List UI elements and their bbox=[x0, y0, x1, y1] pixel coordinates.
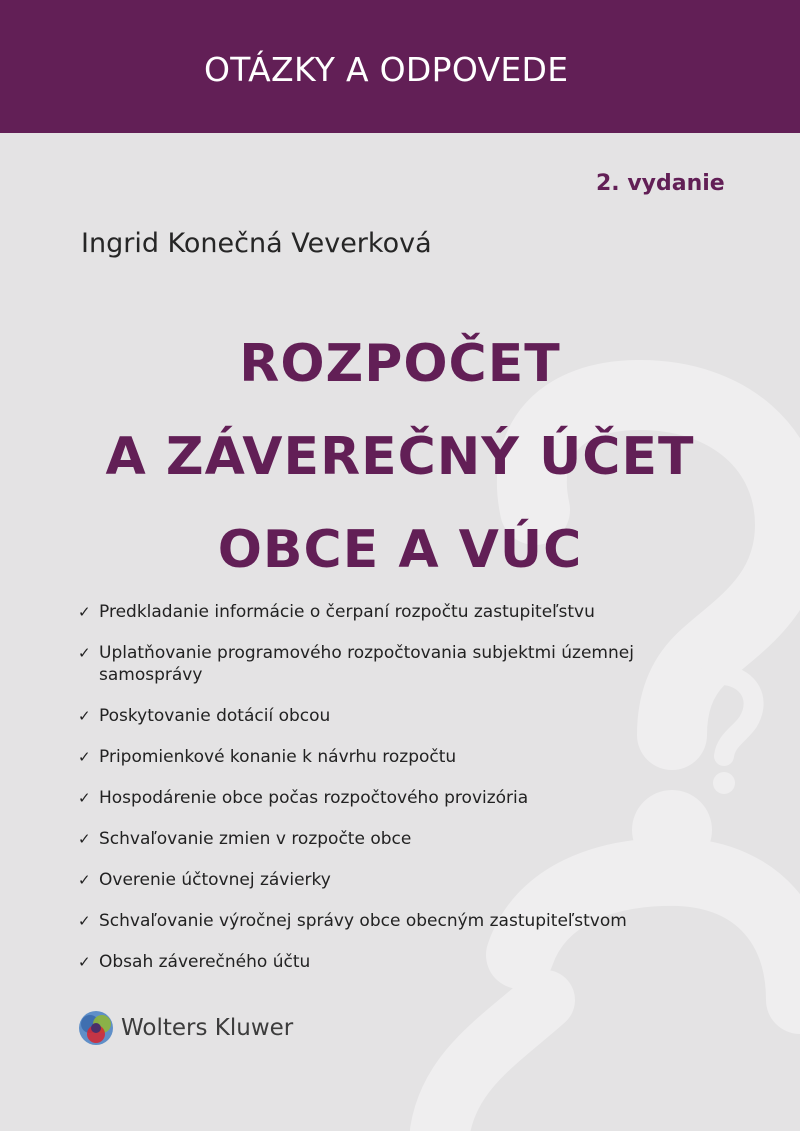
topic-item bbox=[78, 869, 778, 891]
topic-item bbox=[78, 705, 778, 727]
publisher bbox=[78, 1008, 293, 1048]
book-title-line: ROZPOČET bbox=[239, 334, 561, 394]
publisher-name: Wolters Kluwer bbox=[121, 1015, 294, 1041]
check-mark-icon: ✓ bbox=[78, 789, 91, 807]
topic-item bbox=[78, 951, 778, 973]
author-name: Ingrid Konečná Veverková bbox=[81, 228, 432, 259]
check-mark-icon: ✓ bbox=[78, 953, 91, 971]
book-title-line: OBCE A VÚC bbox=[217, 520, 583, 580]
topic-item bbox=[78, 910, 778, 932]
topic-text: Pripomienkové konanie k návrhu rozpočtu bbox=[99, 747, 457, 767]
topic-text: Obsah záverečného účtu bbox=[99, 952, 311, 972]
check-mark-icon: ✓ bbox=[78, 644, 91, 662]
topic-text: Overenie účtovnej závierky bbox=[99, 870, 331, 890]
book-title-line: A ZÁVEREČNÝ ÚČET bbox=[105, 427, 695, 487]
check-mark-icon: ✓ bbox=[78, 830, 91, 848]
topic-text: Schvaľovanie výročnej správy obce obecným zastupiteľstvom bbox=[99, 911, 627, 931]
book-title bbox=[0, 318, 800, 597]
topic-item bbox=[78, 746, 778, 768]
topic-item bbox=[78, 642, 659, 686]
check-mark-icon: ✓ bbox=[78, 707, 91, 725]
check-mark-icon: ✓ bbox=[78, 912, 91, 930]
topic-text: Hospodárenie obce počas rozpočtového provizória bbox=[99, 788, 529, 808]
topic-text: Predkladanie informácie o čerpaní rozpočtu zastupiteľstvu bbox=[99, 602, 595, 622]
series-title: OTÁZKY A ODPOVEDE bbox=[204, 50, 569, 89]
check-mark-icon: ✓ bbox=[78, 748, 91, 766]
check-mark-icon: ✓ bbox=[78, 871, 91, 889]
edition-label: 2. vydanie bbox=[596, 171, 725, 196]
wolters-kluwer-logo-icon bbox=[78, 1010, 114, 1046]
topic-text: Poskytovanie dotácií obcou bbox=[99, 706, 331, 726]
topic-text: Uplatňovanie programového rozpočtovania subjektmi územnej samosprávy bbox=[99, 643, 634, 685]
topic-item bbox=[78, 601, 778, 623]
check-mark-icon: ✓ bbox=[78, 603, 91, 621]
topic-item bbox=[78, 787, 778, 809]
topic-list bbox=[78, 601, 778, 992]
topic-text: Schvaľovanie zmien v rozpočte obce bbox=[99, 829, 412, 849]
topic-item bbox=[78, 828, 778, 850]
